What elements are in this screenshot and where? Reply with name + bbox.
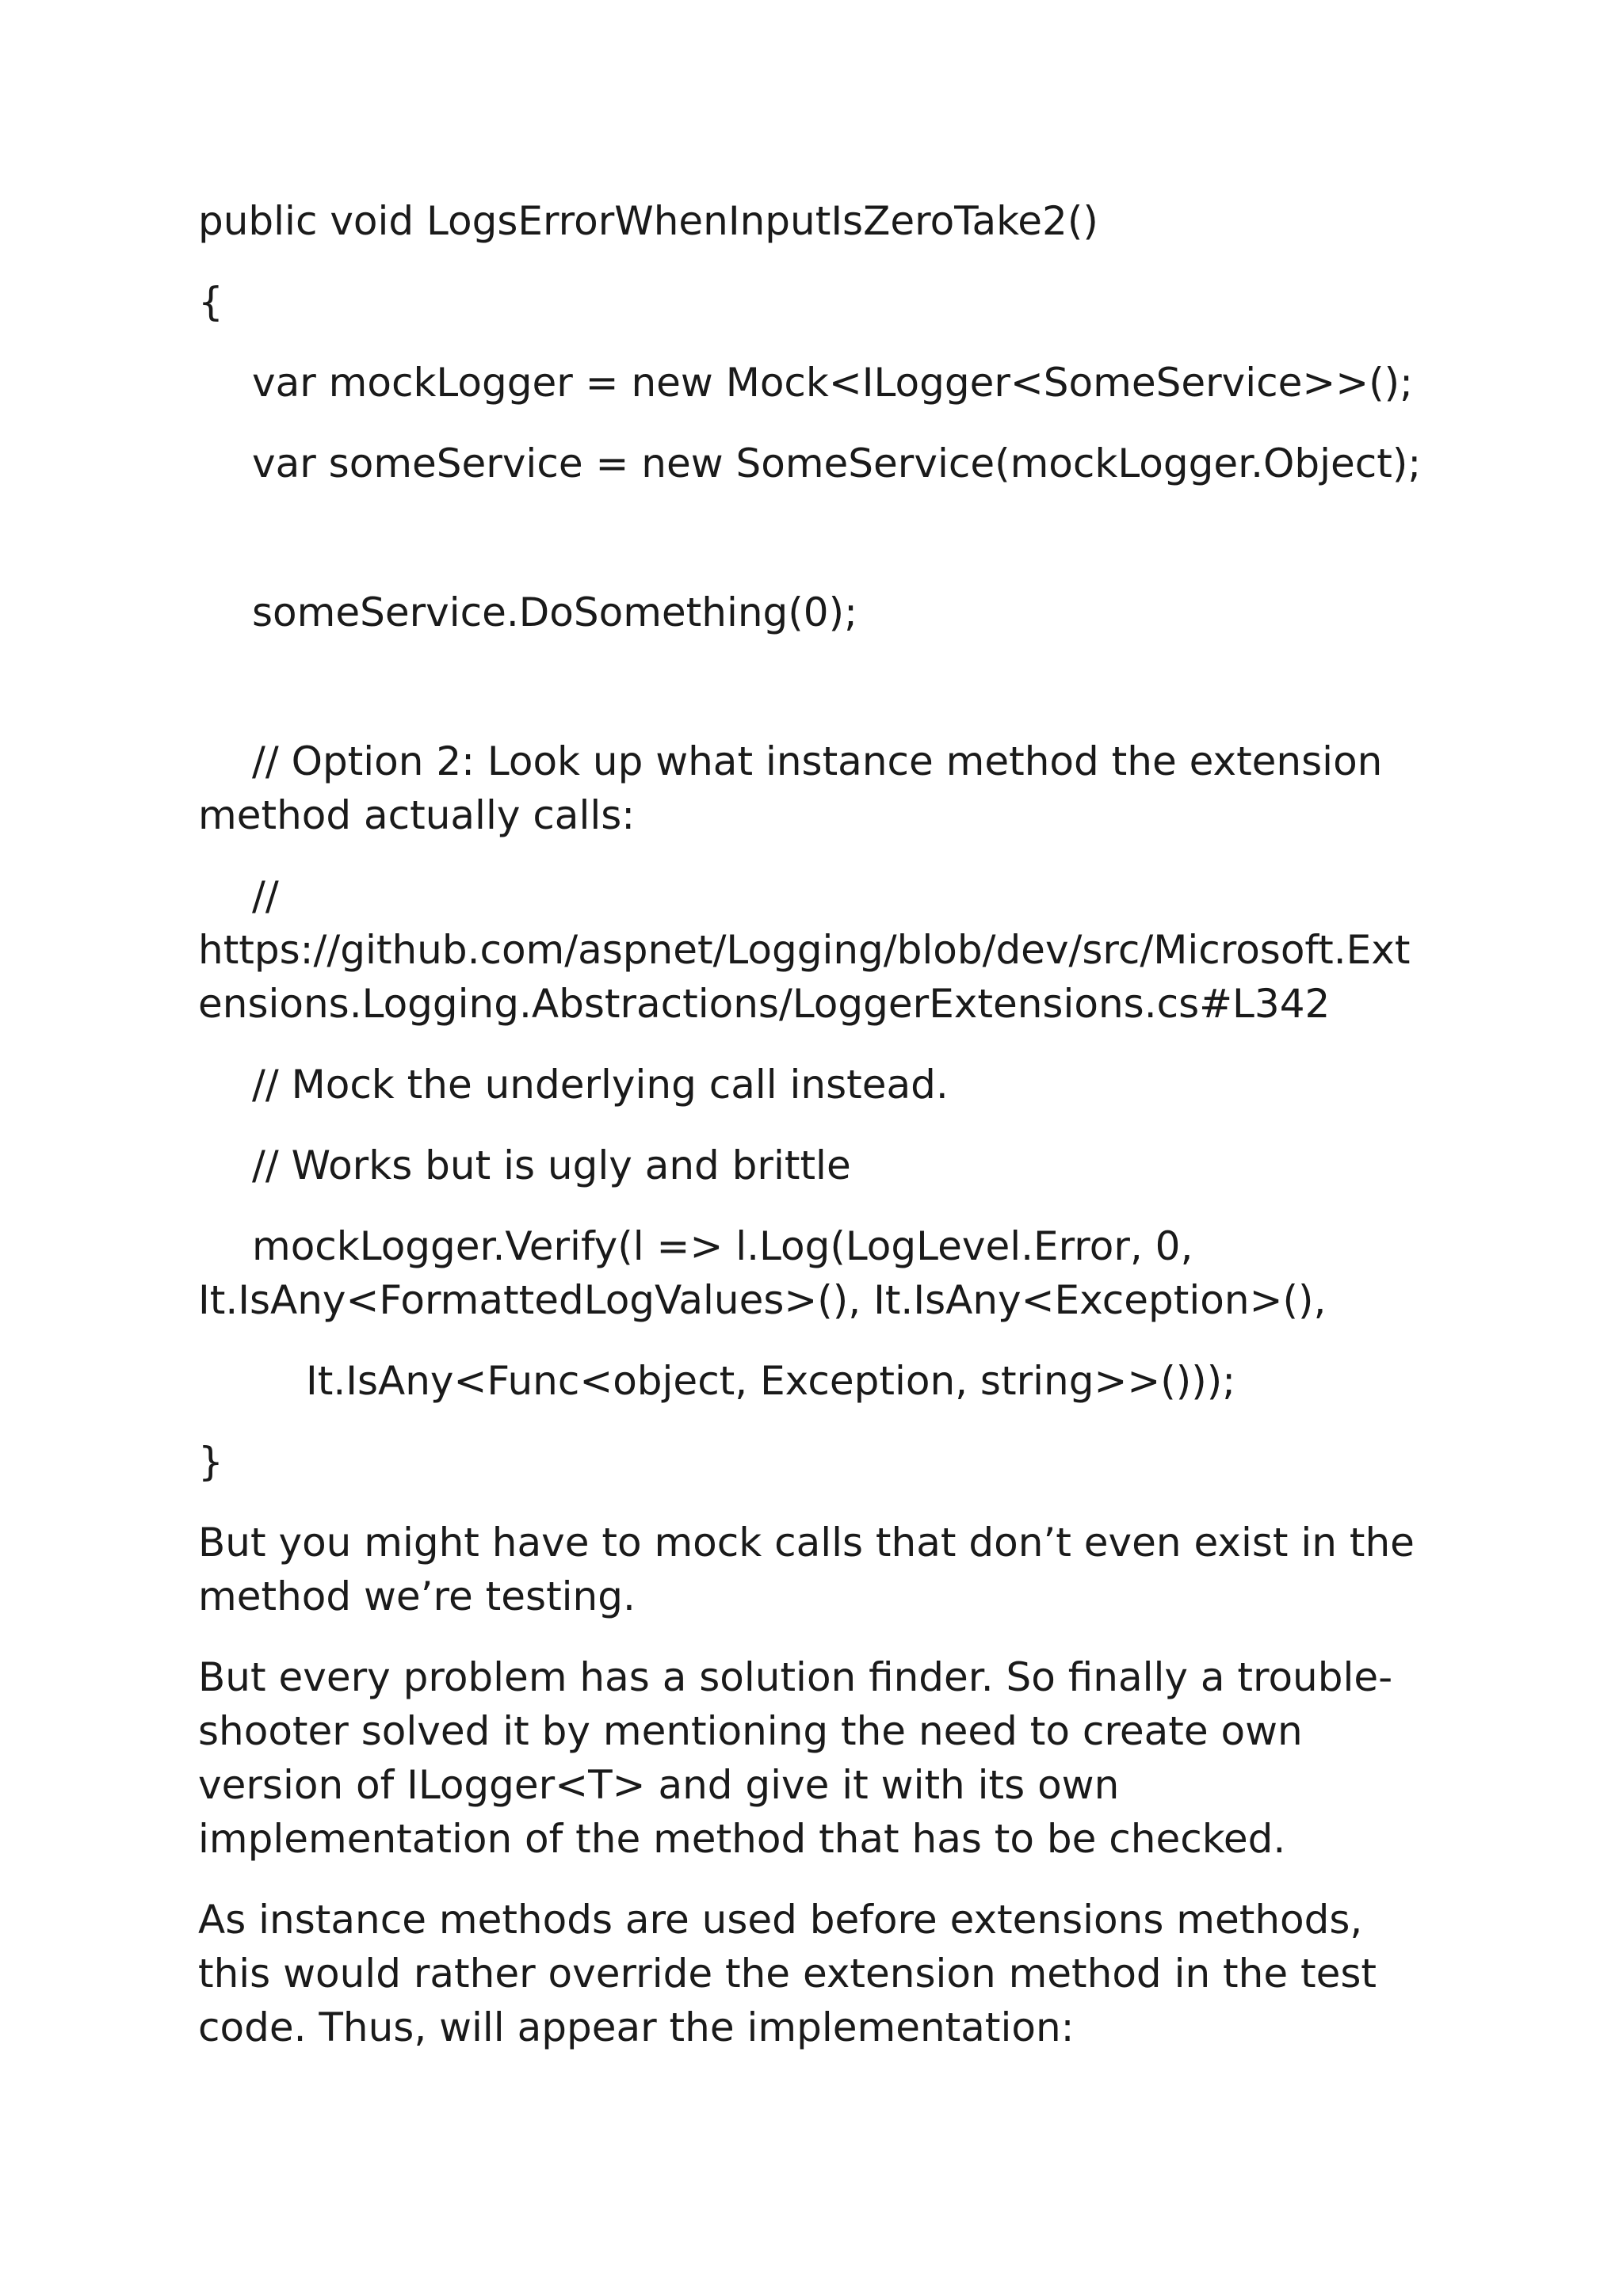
code-some-service-line: var someService = new SomeService(mockLogger.Object); — [252, 441, 1422, 486]
code-comment-url-text: https://github.com/aspnet/Logging/blob/dev/src/Microsoft.Extensions.Logging.Abstractions/LoggerExtensions.cs#L342 — [198, 927, 1411, 1027]
code-verify-part1: mockLogger.Verify(l => l.Log(LogLevel.Error, 0, — [252, 1223, 1193, 1269]
code-comment-option2 — [198, 734, 1434, 842]
code-verify-call — [198, 1219, 1434, 1327]
code-comment-mock-underlying: // Mock the underlying call instead. — [252, 1062, 949, 1108]
code-comment-option2-part1: // Option 2: Look up what instance method the extension — [252, 738, 1383, 784]
code-comment-slashes: // — [252, 873, 279, 919]
code-mock-logger-line: var mockLogger = new Mock<ILogger<SomeService>>(); — [252, 360, 1414, 406]
paragraph-instance-methods: As instance methods are used before extensions methods, this would rather override the extension method in the test code. Thus, will appear the implementation: — [198, 1897, 1377, 2050]
code-close-brace: } — [198, 1439, 223, 1485]
code-comment-url — [198, 869, 1434, 1031]
paragraph-mock-calls: But you might have to mock calls that don’t even exist in the method we’re testing. — [198, 1520, 1415, 1619]
code-comment-option2-part2: method actually calls: — [198, 792, 636, 838]
code-comment-works: // Works but is ugly and brittle — [252, 1142, 851, 1188]
paragraph-solution-finder: But every problem has a solution finder. So finally a trouble-shooter solved it by mentioning the need to create own version of ILogger<T> and give it with its own implementation of the method that has to be checked. — [198, 1654, 1393, 1862]
code-open-brace: { — [198, 279, 223, 325]
code-verify-part3: It.IsAny<Func<object, Exception, string>>())); — [306, 1358, 1236, 1404]
document-page — [198, 194, 1434, 2081]
code-verify-part2: It.IsAny<FormattedLogValues>(), It.IsAny<Exception>(), — [198, 1277, 1327, 1323]
code-do-something-line: someService.DoSomething(0); — [252, 589, 857, 635]
code-signature: public void LogsErrorWhenInputIsZeroTake2() — [198, 198, 1098, 244]
